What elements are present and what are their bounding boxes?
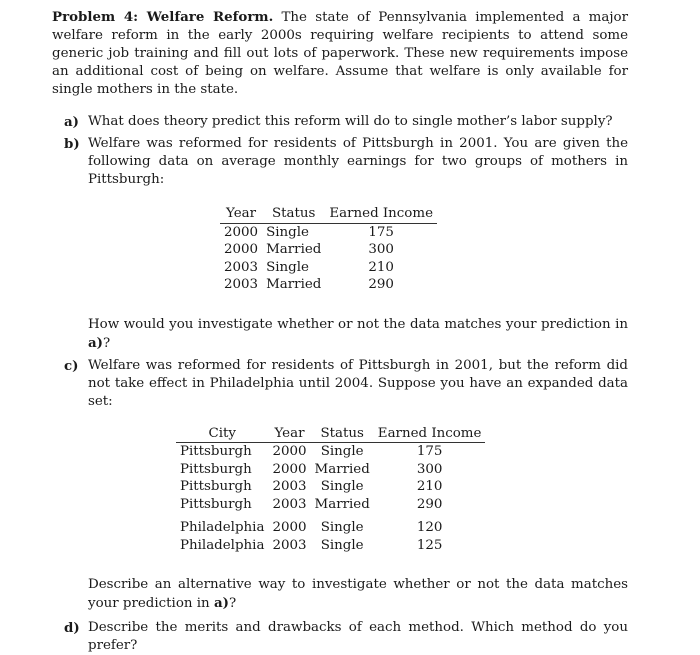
part-c-label: c) xyxy=(64,357,79,374)
cell-status: Single xyxy=(320,444,364,459)
cell-status: Married xyxy=(314,496,370,512)
cell-income: 125 xyxy=(416,537,443,553)
cell-year: 2000 xyxy=(224,242,259,257)
part-c xyxy=(64,357,628,411)
part-b-label: b) xyxy=(64,136,80,152)
table-row xyxy=(220,223,437,241)
pittsburgh-table xyxy=(220,205,437,294)
cell-status: Single xyxy=(320,537,364,553)
table-row xyxy=(176,461,485,479)
cell-status: Single xyxy=(266,259,309,275)
part-d-label: d) xyxy=(64,620,80,636)
col-header-status: Status xyxy=(262,205,325,223)
cell-year: 2003 xyxy=(224,277,259,292)
cell-city: Pittsburgh xyxy=(180,444,252,459)
part-b-followup-text: How would you investigate whether or not the data matches your prediction in xyxy=(88,316,628,332)
part-b xyxy=(64,135,628,189)
table-row xyxy=(220,241,437,259)
problem-intro xyxy=(52,8,628,99)
cell-status: Single xyxy=(266,224,309,240)
part-a xyxy=(64,113,628,131)
cell-income: 300 xyxy=(368,242,394,257)
part-c-followup-text: Describe an alternative way to investigate whether or not the data matches your prediction in xyxy=(88,577,628,611)
problem-page xyxy=(52,8,628,655)
col-header-year: Year xyxy=(220,205,262,223)
cell-city: Pittsburgh xyxy=(180,461,252,477)
part-b-text: Welfare was reformed for residents of Pittsburgh in 2001. You are given the following data on average monthly earnings for two groups of mothers in Pittsburgh: xyxy=(88,136,628,187)
col-header-earned-income: Earned Income xyxy=(325,205,437,223)
col-header-earned-income: Earned Income xyxy=(374,425,486,443)
part-b-followup xyxy=(88,316,628,353)
part-a-text: What does theory predict this reform will do to single mother’s labor supply? xyxy=(88,114,613,129)
cell-income: 290 xyxy=(416,496,443,512)
cell-year: 2003 xyxy=(272,496,307,512)
part-c-text: Welfare was reformed for residents of Pittsburgh in 2001, but the reform did not take effect in Philadelphia until 2004. Suppose you have an expanded data set: xyxy=(88,357,628,409)
part-d-text: Describe the merits and drawbacks of each method. Which method do you prefer? xyxy=(88,620,628,653)
cell-year: 2000 xyxy=(272,461,307,477)
table-row xyxy=(176,519,485,537)
cell-status: Married xyxy=(266,277,322,292)
cell-income: 175 xyxy=(368,224,394,240)
part-b-followup-ref: a) xyxy=(88,334,104,351)
cell-year: 2003 xyxy=(272,537,307,553)
expanded-table xyxy=(176,425,485,555)
cell-city: Philadelphia xyxy=(180,520,265,535)
table-row xyxy=(176,478,485,496)
part-a-label: a) xyxy=(64,114,80,130)
cell-income: 120 xyxy=(416,520,443,535)
cell-income: 210 xyxy=(416,479,443,494)
table-row xyxy=(220,259,437,277)
part-c-followup-ref: a) xyxy=(213,595,229,611)
table-row xyxy=(176,537,485,555)
cell-year: 2003 xyxy=(272,479,307,494)
col-header-city: City xyxy=(176,425,268,443)
col-header-status: Status xyxy=(311,425,374,443)
cell-year: 2003 xyxy=(224,259,259,275)
table-row xyxy=(176,443,485,461)
part-c-followup xyxy=(88,576,628,613)
cell-status: Married xyxy=(314,461,370,477)
col-header-year: Year xyxy=(268,425,310,443)
cell-status: Single xyxy=(320,479,364,494)
cell-city: Pittsburgh xyxy=(180,496,252,512)
part-c-followup-end: ? xyxy=(228,596,237,611)
cell-city: Pittsburgh xyxy=(180,479,252,494)
cell-income: 210 xyxy=(368,259,394,275)
table-row xyxy=(220,276,437,294)
cell-status: Single xyxy=(320,520,364,535)
part-d xyxy=(64,619,628,655)
cell-year: 2000 xyxy=(224,224,259,240)
problem-heading: Problem 4: Welfare Reform. xyxy=(52,9,274,25)
cell-status: Married xyxy=(266,242,322,257)
cell-city: Philadelphia xyxy=(180,537,265,553)
cell-year: 2000 xyxy=(272,444,307,459)
cell-income: 300 xyxy=(416,461,443,477)
problem-intro-text: The state of Pennsylvania implemented a major welfare reform in the early 2000s requiring welfare recipients to attend some generic job training and fill out lots of paperwork. These new requirements impose an additional cost of being on welfare. Assume that welfare is only available for single mothers in the state. xyxy=(52,10,628,97)
part-b-followup-end: ? xyxy=(103,335,111,351)
cell-income: 290 xyxy=(368,277,394,292)
table-row xyxy=(176,496,485,514)
cell-income: 175 xyxy=(416,444,443,459)
cell-year: 2000 xyxy=(272,520,307,535)
